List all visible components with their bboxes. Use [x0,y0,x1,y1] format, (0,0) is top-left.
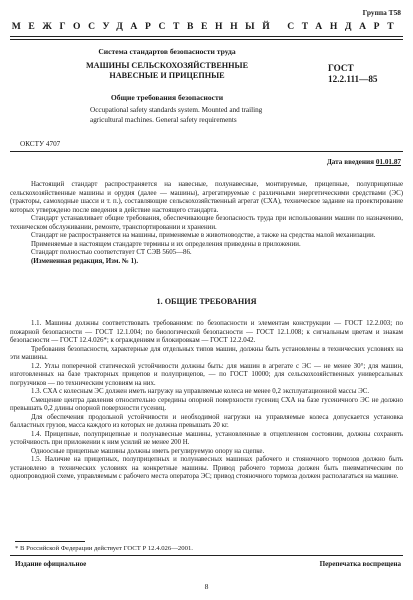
document-subtitle: Общие требования безопасности [110,93,224,102]
section-paragraph: 1.5. Наличие на прицепных, полуприцепных и полунавесных машинах рабочего и стояночного тормозов должно быть установлено в технических условиях на конкретные машины. Привод рабочего тормоза должен быть пневматическим по однопроводной схеме, управляемым с рабочего места оператора ЭС; привод стояночного тормоза должен располагаться на машине. [10,456,403,480]
date-label: Дата введения [326,158,375,166]
divider [10,151,403,152]
system-title: Система стандартов безопасности труда [98,47,236,56]
amendment-note: (Измененная редакция, Изм. № 1). [31,257,139,265]
header-rule [10,36,403,37]
gost-label: ГОСТ [328,63,354,73]
section-paragraph: Смещение центра давления относительно середины опорной поверхности гусениц СХА на базе гусеничного ЭС не должно превышать 0,2 длины опорной поверхности гусениц. [10,396,403,412]
section-paragraph: 1.3. СХА с колесным ЭС должен иметь нагрузку на управляемые колеса не менее 0,2 эксплуатационной массы ЭС. [31,388,370,395]
official-edition: Издание официальное [15,560,87,568]
intro-paragraph: Применяемые в настоящем стандарте термины и их определения приведены в приложении. [31,240,301,248]
section-paragraph: Требования безопасности, характерные для отдельных типов машин, должны быть установлены в технических условиях на эти машины. [10,345,403,361]
section-heading: 1. ОБЩИЕ ТРЕБОВАНИЯ [156,297,257,306]
section-paragraph: Одноосные прицепные машины должны иметь регулируемую опору на сцепке. [31,447,265,455]
group-code: Группа Т58 [362,8,401,17]
gost-number: 12.2.111—85 [328,74,378,84]
document-title [62,61,272,80]
standard-header: МЕЖГОСУДАРСТВЕННЫЙ СТАНДАРТ [11,21,402,32]
section-paragraph: 1.1. Машины должны соответствовать требованиям: по безопасности и элементам конструкции — ГОСТ 12.2.003; по пожарной безопасности — ГОСТ 12.1.004; по биологической безопасности — ГОСТ 12.1.008; к сигнальным цветам и знакам безопасности — ГОСТ 12.4.026*; к ограждениям и блокировкам — ГОСТ 12.2.042. [10,320,403,344]
footnote-rule [15,541,85,542]
footnote: * В Российской Федерации действует ГОСТ Р 12.4.026—2001. [15,545,193,552]
gost-designation [328,63,392,85]
intro-paragraph: Стандарт не распространяется на машины, применяемые в животноводстве, а также на средства малой механизации. [31,232,376,239]
intro-paragraph: Стандарт полностью соответствует СТ СЭВ 5605—86. [31,249,192,256]
okstu-code: ОКСТУ 4707 [20,140,61,148]
introduction-date [327,158,401,166]
section-text [10,320,403,482]
title-line: МАШИНЫ СЕЛЬСКОХОЗЯЙСТВЕННЫЕ [85,61,249,70]
english-line: agricultural machines. General safety requirements [90,115,237,124]
intro-paragraph: Стандарт устанавливает общие требования, обеспечивающие безопасность труда при использовании машин по назначению, техническом обслуживании, ремонте, транспортировании и хранении. [10,215,403,231]
intro-text [10,181,403,266]
date-value: 01.01.87 [375,158,401,166]
page-number: 8 [204,582,209,591]
section-paragraph: 1.4. Прицепные, полуприцепные и полунавесные машины, установленные в отцепленном состоянии, должны сохранять устойчивость при приложении к ним усилий не менее 200 Н. [10,430,403,446]
section-paragraph: 1.2. Углы поперечной статической устойчивости должны быть: для машин в агрегате с ЭС — не менее 30°; для машин, изготовленных на базе тракторных прицепов и полуприцепов, — по ГОСТ 10000; для сельскохозяйственных универсальных погрузчиков — по техническим условиям на них. [10,362,403,387]
section-paragraph: Для обеспечения продольной устойчивости и необходимой нагрузки на управляемые колеса допускается установка балластных грузов, масса каждого из которых не должна превышать 20 кг. [10,413,403,429]
reprint-prohibited: Перепечатка воспрещена [319,560,401,568]
english-title [90,106,280,125]
footer-rule [10,555,403,556]
header-rule-thin [10,39,403,40]
english-line: Occupational safety standards system. Mounted and trailing [90,106,263,114]
intro-paragraph: Настоящий стандарт распространяется на навесные, полунавесные, монтируемые, прицепные, полуприцепные сельскохозяйственные машины и орудия (далее — машины), агрегатируемые с различными энергетическими средствами (ЭС) (тракторы, самоходные шасси и т. п.), составляющие сельскохозяйственный агрегат (СХА), техническое задание на проектирование которых утверждено после введения в действие настоящего стандарта. [10,181,403,214]
title-line: НАВЕСНЫЕ И ПРИЦЕПНЫЕ [109,70,225,80]
